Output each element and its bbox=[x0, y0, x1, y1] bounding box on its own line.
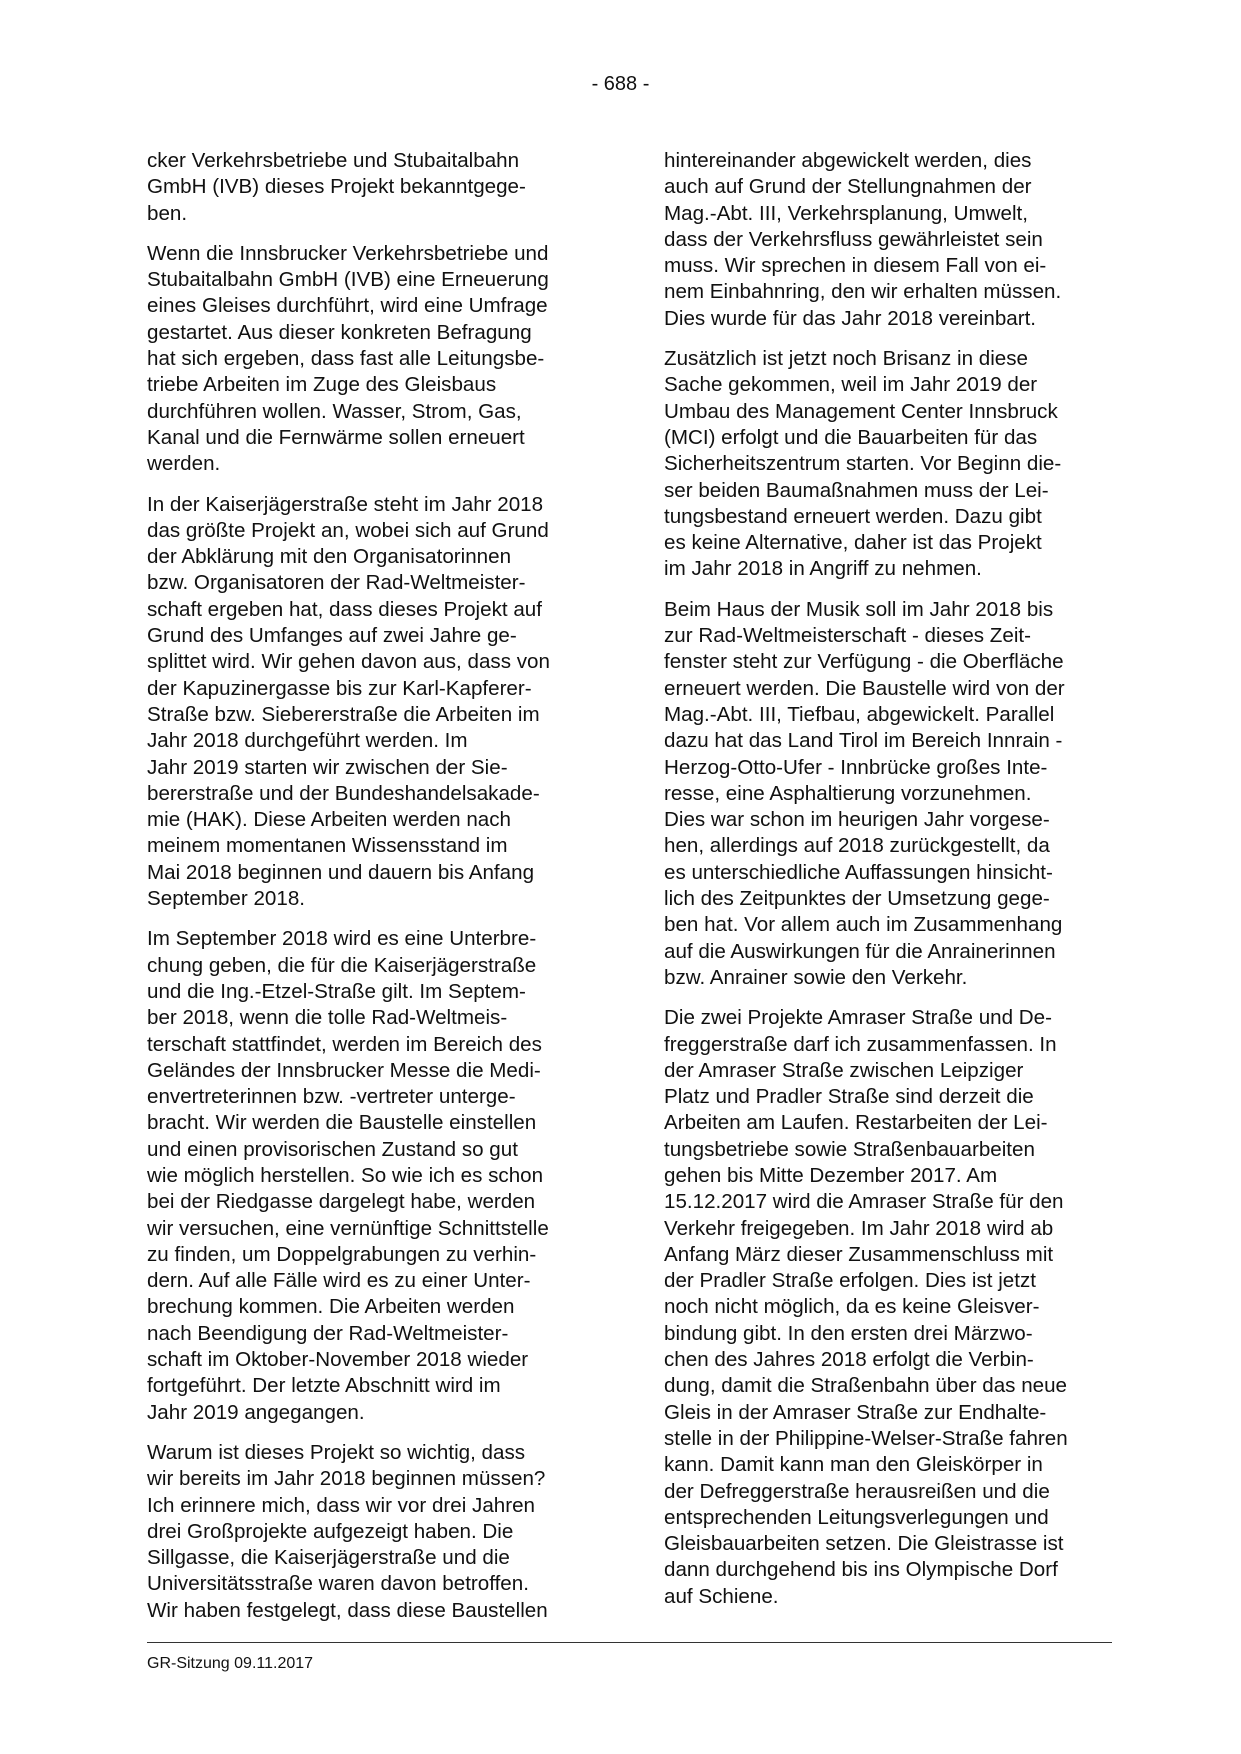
paragraph: Zusätzlich ist jetzt noch Brisanz in diese Sache gekommen, weil im Jahr 2019 der Umbau des Management Center Innsbruck (MCI) erfolgt und die Bauarbeiten für das Sicherheitszentrum starten. Vor Beginn die- ser beiden Baumaßnahmen muss der Lei- tungsbestand erneuert werden. Dazu gibt es keine Alternative, daher ist das Projekt im Jahr 2018 in Angriff zu nehmen. bbox=[664, 347, 1062, 581]
footer-divider bbox=[147, 1642, 1112, 1643]
left-column bbox=[147, 148, 595, 1638]
paragraph: Im September 2018 wird es eine Unterbre- chung geben, die für die Kaiserjägerstraße und die Ing.-Etzel-Straße gilt. Im Septem- ber 2018, wenn die tolle Rad-Weltmeis- terschaft stattfindet, werden im Bereich des Geländes der Innsbrucker Messe die Medi- envertreterinnen bzw. -vertreter unterge- bracht. Wir werden die Baustelle einstellen und einen provisorischen Zustand so gut wie möglich herstellen. So wie ich es schon bei der Riedgasse dargelegt habe, werden wir versuchen, eine vernünftige Schnittstelle zu finden, um Doppelgrabungen zu verhin- dern. Auf alle Fälle wird es zu einer Unter- brechung kommen. Die Arbeiten werden nach Beendigung der Rad-Weltmeister- schaft im Oktober-November 2018 wieder fortgeführt. Der letzte Abschnitt wird im Jahr 2019 angegangen. bbox=[147, 927, 549, 1424]
right-column bbox=[664, 148, 1112, 1624]
paragraph: cker Verkehrsbetriebe und Stubaitalbahn GmbH (IVB) dieses Projekt bekanntgege- ben. bbox=[147, 149, 526, 225]
paragraph: hintereinander abgewickelt werden, dies auch auf Grund der Stellungnahmen der Mag.-Abt. III, Verkehrsplanung, Umwelt, dass der Verkehrsfluss gewährleistet sein muss. Wir sprechen in diesem Fall von ei- nem Einbahnring, den wir erhalten müssen. Dies wurde für das Jahr 2018 vereinbart. bbox=[664, 149, 1062, 330]
paragraph: In der Kaiserjägerstraße steht im Jahr 2018 das größte Projekt an, wobei sich auf Grund der Abklärung mit den Organisatorinnen bzw. Organisatoren der Rad-Weltmeister- schaft ergeben hat, dass dieses Projekt auf Grund des Umfanges auf zwei Jahre ge- splittet wird. Wir gehen davon aus, dass von der Kapuzinergasse bis zur Karl-Kapferer- Straße bzw. Siebererstraße die Arbeiten im Jahr 2018 durchgeführt werden. Im Jahr 2019 starten wir zwischen der Sie- bererstraße und der Bundeshandelsakade- mie (HAK). Diese Arbeiten werden nach meinem momentanen Wissensstand im Mai 2018 beginnen und dauern bis Anfang September 2018. bbox=[147, 492, 550, 911]
paragraph: Wenn die Innsbrucker Verkehrsbetriebe und Stubaitalbahn GmbH (IVB) eine Erneuerung eines Gleises durchführt, wird eine Umfrage gestartet. Aus dieser konkreten Befragung hat sich ergeben, dass fast alle Leitungsbe- triebe Arbeiten im Zuge des Gleisbaus durchführen wollen. Wasser, Strom, Gas, Kanal und die Fernwärme sollen erneuert werden. bbox=[147, 241, 549, 476]
page-number: - 688 - bbox=[591, 73, 650, 95]
paragraph: Beim Haus der Musik soll im Jahr 2018 bis zur Rad-Weltmeisterschaft - dieses Zeit- fenster steht zur Verfügung - die Oberfläche erneuert werden. Die Baustelle wird von der Mag.-Abt. III, Tiefbau, abgewickelt. Parallel dazu hat das Land Tirol im Bereich Innrain - Herzog-Otto-Ufer - Innbrücke großes Inte- resse, eine Asphaltierung vorzunehmen. Dies war schon im heurigen Jahr vorgese- hen, allerdings auf 2018 zurückgestellt, da es unterschiedliche Auffassungen hinsicht- lich des Zeitpunktes der Umsetzung gege- ben hat. Vor allem auch im Zusammenhang auf die Auswirkungen für die Anrainerinnen bzw. Anrainer sowie den Verkehr. bbox=[664, 597, 1065, 989]
footer-session-date: GR-Sitzung 09.11.2017 bbox=[147, 1655, 314, 1672]
paragraph: Die zwei Projekte Amraser Straße und De- freggerstraße darf ich zusammenfassen. In der Amraser Straße zwischen Leipziger Platz und Pradler Straße sind derzeit die Arbeiten am Laufen. Restarbeiten der Lei- tungsbetriebe sowie Straßenbauarbeiten gehen bis Mitte Dezember 2017. Am 15.12.2017 wird die Amraser Straße für den Verkehr freigegeben. Im Jahr 2018 wird ab Anfang März dieser Zusammenschluss mit der Pradler Straße erfolgen. Dies ist jetzt noch nicht möglich, da es keine Gleisver- bindung gibt. In den ersten drei Märzwo- chen des Jahres 2018 erfolgt die Verbin- dung, damit die Straßenbahn über das neue Gleis in der Amraser Straße zur Endhalte- stelle in der Philippine-Welser-Straße fahren kann. Damit kann man den Gleiskörper in der Defreggerstraße herausreißen und die entsprechenden Leitungsverlegungen und Gleisbauarbeiten setzen. Die Gleistrasse ist dann durchgehend bis ins Olympische Dorf auf Schiene. bbox=[664, 1006, 1068, 1608]
paragraph: Warum ist dieses Projekt so wichtig, dass wir bereits im Jahr 2018 beginnen müssen? Ich erinnere mich, dass wir vor drei Jahren drei Großprojekte aufgezeigt haben. Die Sillgasse, die Kaiserjägerstraße und die Universitätsstraße waren davon betroffen. Wir haben festgelegt, dass diese Baustellen bbox=[147, 1440, 548, 1622]
